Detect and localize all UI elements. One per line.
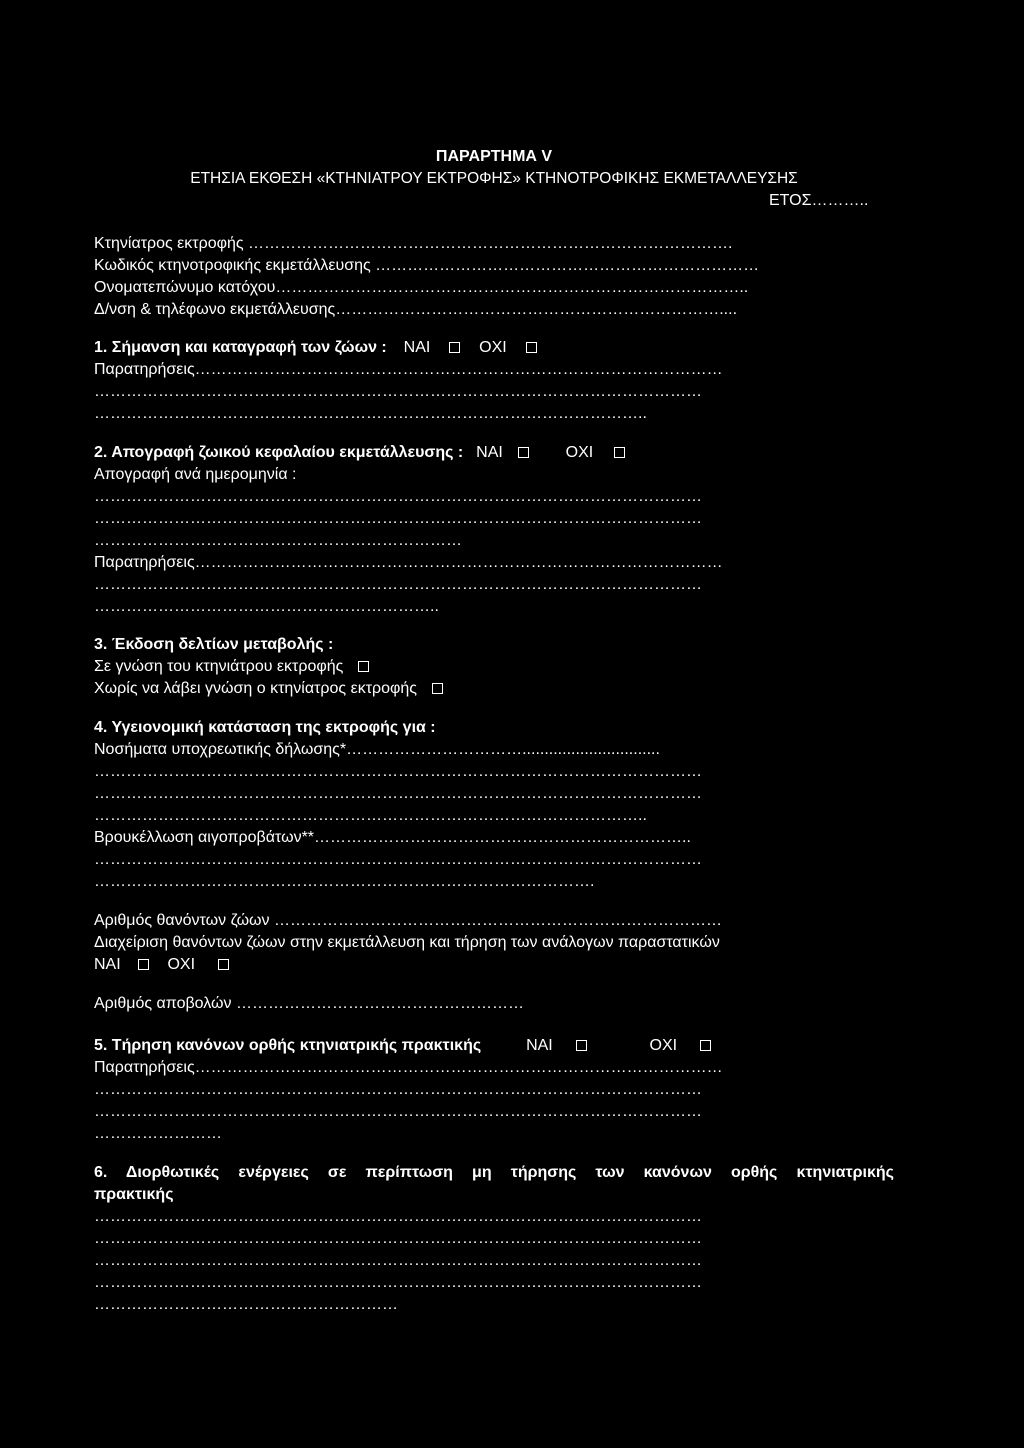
yes-label: ΝΑΙ (403, 339, 431, 356)
dotted-line[interactable]: …………………………………………………………………………………………………… (94, 383, 702, 400)
report-title: ΕΤΗΣΙΑ ΕΚΘΕΣΗ «ΚΤΗΝΙΑΤΡΟΥ ΕΚΤΡΟΦΗΣ» ΚΤΗΝΟΤΡΟΦΙΚΗΣ ΕΚΜΕΤΑΛΛΕΥΣΗΣ (190, 170, 798, 187)
option-unaware-label: Χωρίς να λάβει γνώση ο κτηνίατρος εκτροφής (94, 680, 418, 697)
dotted-line[interactable]: …………………………………………………………………………………………………… (94, 763, 702, 780)
dotted-line[interactable]: …………………………………………………………………………………………………… (94, 1208, 702, 1225)
no-checkbox[interactable] (614, 447, 625, 458)
dotted-line[interactable]: …………………………………………………………………………………………………… (94, 576, 702, 593)
no-label: ΟΧΙ (565, 444, 594, 461)
dotted-line[interactable]: ……………………………………………………….. (94, 598, 439, 615)
brucellosis-field[interactable]: Βρουκέλλωση αιγοπροβάτων**…………………………………………………………….. (94, 829, 691, 846)
abortions-field[interactable]: Αριθμός αποβολών ……………………………………………… (94, 995, 524, 1012)
no-label: ΟΧΙ (167, 956, 196, 973)
dotted-line[interactable]: ………………………………………………………………………………………….. (94, 405, 647, 422)
section-6-heading: 6. Διορθωτικές ενέργειες σε περίπτωση μη τήρησης των κανόνων ορθής κτηνιατρικής (94, 1164, 894, 1181)
section-2-row (94, 443, 625, 463)
dotted-line[interactable]: …………………… (94, 1125, 222, 1142)
dotted-line[interactable]: …………………………………………………………………………………………………… (94, 1230, 702, 1247)
yes-label: ΝΑΙ (94, 956, 121, 973)
section-4-heading: 4. Υγειονομική κατάσταση της εκτροφής για : (94, 719, 436, 736)
no-checkbox[interactable] (526, 342, 537, 353)
section-2-heading: 2. Απογραφή ζωικού κεφαλαίου εκμετάλλευσης : (94, 444, 464, 461)
remarks-field[interactable]: Παρατηρήσεις……………………………………………………………………………………… (94, 1059, 723, 1076)
option-unaware-checkbox[interactable] (432, 683, 443, 694)
yes-label: ΝΑΙ (476, 444, 503, 461)
dotted-line[interactable]: …………………………………………………………………………………………………… (94, 1103, 702, 1120)
option-aware-row (94, 657, 369, 677)
yes-checkbox[interactable] (518, 447, 529, 458)
yes-label: ΝΑΙ (526, 1037, 553, 1054)
dotted-line[interactable]: ………………………………………………… (94, 1296, 398, 1313)
owner-name-field[interactable]: Ονοματεπώνυμο κατόχου…………………………………………………………………………….. (94, 279, 749, 296)
year-field[interactable]: ΕΤΟΣ……….. (769, 192, 869, 209)
yes-checkbox[interactable] (449, 342, 460, 353)
section-5-heading: 5. Τήρηση κανόνων ορθής κτηνιατρικής πρακτικής (94, 1037, 482, 1054)
dotted-line[interactable]: …………………………………………………………………………………………………… (94, 510, 702, 527)
dotted-line[interactable]: ………………………………………………………………………………………….. (94, 807, 647, 824)
dotted-line[interactable]: …………………………………………………………………………………………………… (94, 1252, 702, 1269)
dotted-line[interactable]: …………………………………………………………………………………. (94, 873, 595, 890)
dotted-line[interactable]: …………………………………………………………………………………………………… (94, 1081, 702, 1098)
no-label: ΟΧΙ (479, 339, 507, 356)
dead-animals-management-label: Διαχείριση θανόντων ζώων στην εκμετάλλευση και τήρηση των ανάλογων παραστατικών (94, 934, 720, 951)
no-checkbox[interactable] (218, 959, 229, 970)
section-5-row (94, 1036, 711, 1056)
yes-checkbox[interactable] (576, 1040, 587, 1051)
section-1-row (94, 338, 537, 358)
yes-checkbox[interactable] (138, 959, 149, 970)
dead-animals-field[interactable]: Αριθμός θανόντων ζώων ………………………………………………………………………… (94, 912, 722, 929)
annex-title: ΠΑΡΑΡΤΗΜΑ V (435, 148, 553, 165)
option-unaware-row (94, 679, 443, 699)
no-label: ΟΧΙ (649, 1037, 678, 1054)
dotted-line[interactable]: …………………………………………………………… (94, 532, 462, 549)
notifiable-diseases-field[interactable]: Νοσήματα υποχρεωτικής δήλωσης*……………………………............................... (94, 741, 660, 758)
option-aware-label: Σε γνώση του κτηνιάτρου εκτροφής (94, 658, 344, 675)
option-aware-checkbox[interactable] (358, 661, 369, 672)
section-3-heading: 3. Έκδοση δελτίων μεταβολής : (94, 636, 334, 653)
vet-field[interactable]: Κτηνίατρος εκτροφής ………………………………………………………………………………. (94, 235, 733, 252)
dotted-line[interactable]: …………………………………………………………………………………………………… (94, 785, 702, 802)
dotted-line[interactable]: …………………………………………………………………………………………………… (94, 851, 702, 868)
holding-code-field[interactable]: Κωδικός κτηνοτροφικής εκμετάλλευσης ……………………………………………………………… (94, 257, 760, 274)
remarks-field[interactable]: Παρατηρήσεις……………………………………………………………………………………… (94, 361, 723, 378)
management-yes-no-row (94, 955, 229, 975)
inventory-date-label: Απογραφή ανά ημερομηνία : (94, 466, 297, 483)
section-1-heading: 1. Σήμανση και καταγραφή των ζώων : (94, 339, 387, 356)
address-phone-field[interactable]: Δ/νση & τηλέφωνο εκμετάλλευσης……………………………………………………………….... (94, 301, 738, 318)
section-6-heading-cont: πρακτικής (94, 1186, 174, 1203)
dotted-line[interactable]: …………………………………………………………………………………………………… (94, 1274, 702, 1291)
dotted-line[interactable]: …………………………………………………………………………………………………… (94, 488, 702, 505)
no-checkbox[interactable] (700, 1040, 711, 1051)
remarks-field[interactable]: Παρατηρήσεις……………………………………………………………………………………… (94, 554, 723, 571)
